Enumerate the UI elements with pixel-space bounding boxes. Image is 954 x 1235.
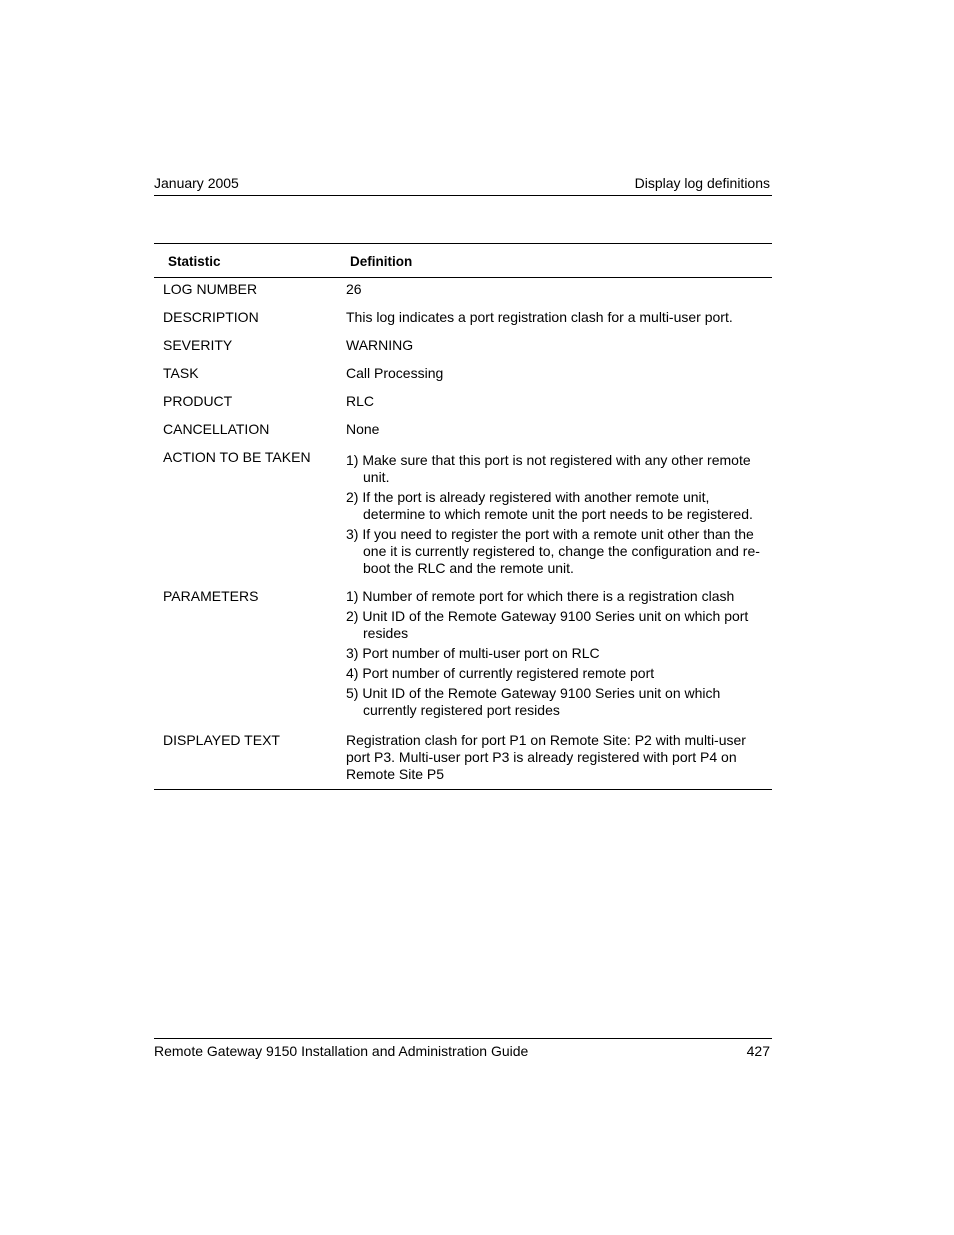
footer-page-number: 427 xyxy=(746,1043,770,1059)
list-item: 4) Port number of currently registered remote port xyxy=(346,665,655,681)
list-item: 5) Unit ID of the Remote Gateway 9100 Series unit on which currently registered port resides xyxy=(346,685,721,718)
log-definition-table xyxy=(154,243,772,790)
parameters-list xyxy=(346,588,764,719)
row-label: CANCELLATION xyxy=(163,421,270,437)
list-item: 2) If the port is already registered with another remote unit, determine to which remote unit the port needs to be registered. xyxy=(346,489,753,522)
row-label: PARAMETERS xyxy=(163,588,259,604)
row-value: Registration clash for port P1 on Remote Site: P2 with multi-user port P3. Multi-user port P3 is already registered with port P4 on Remote Site P5 xyxy=(346,732,746,782)
table-row xyxy=(154,390,772,418)
table-row-action xyxy=(154,446,772,588)
list-item: 1) Make sure that this port is not registered with any other remote unit. xyxy=(346,452,751,485)
row-value: 26 xyxy=(346,281,362,297)
table-row xyxy=(154,362,772,390)
row-value: This log indicates a port registration clash for a multi-user port. xyxy=(346,309,733,325)
list-item: 3) Port number of multi-user port on RLC xyxy=(346,645,600,661)
row-label: DESCRIPTION xyxy=(163,309,259,325)
row-label: LOG NUMBER xyxy=(163,281,258,297)
page-header xyxy=(154,175,772,196)
list-item: 3) If you need to register the port with a remote unit other than the one it is currently registered to, change the configuration and re-boot the RLC and the remote unit. xyxy=(346,526,760,576)
column-header-statistic: Statistic xyxy=(168,254,221,269)
header-section-title: Display log definitions xyxy=(634,175,770,191)
row-label: ACTION TO BE TAKEN xyxy=(163,449,311,465)
row-value: Call Processing xyxy=(346,365,444,381)
table-row xyxy=(154,418,772,446)
document-page xyxy=(154,0,772,1235)
table-row xyxy=(154,306,772,334)
row-value: None xyxy=(346,421,380,437)
row-value: RLC xyxy=(346,393,375,409)
page-footer xyxy=(154,1038,772,1059)
row-label: SEVERITY xyxy=(163,337,233,353)
action-list xyxy=(346,452,764,577)
table-row xyxy=(154,334,772,362)
footer-document-title: Remote Gateway 9150 Installation and Administration Guide xyxy=(154,1043,529,1059)
row-label: TASK xyxy=(163,365,199,381)
table-row xyxy=(154,278,772,306)
table-header-row xyxy=(154,244,772,278)
row-label: DISPLAYED TEXT xyxy=(163,732,280,748)
row-value: WARNING xyxy=(346,337,414,353)
column-header-definition: Definition xyxy=(350,254,413,269)
table-row-displayed-text xyxy=(154,730,772,789)
table-row-parameters xyxy=(154,588,772,730)
row-label: PRODUCT xyxy=(163,393,233,409)
list-item: 2) Unit ID of the Remote Gateway 9100 Series unit on which port resides xyxy=(346,608,749,641)
list-item: 1) Number of remote port for which there is a registration clash xyxy=(346,588,735,604)
header-date: January 2005 xyxy=(154,175,239,191)
